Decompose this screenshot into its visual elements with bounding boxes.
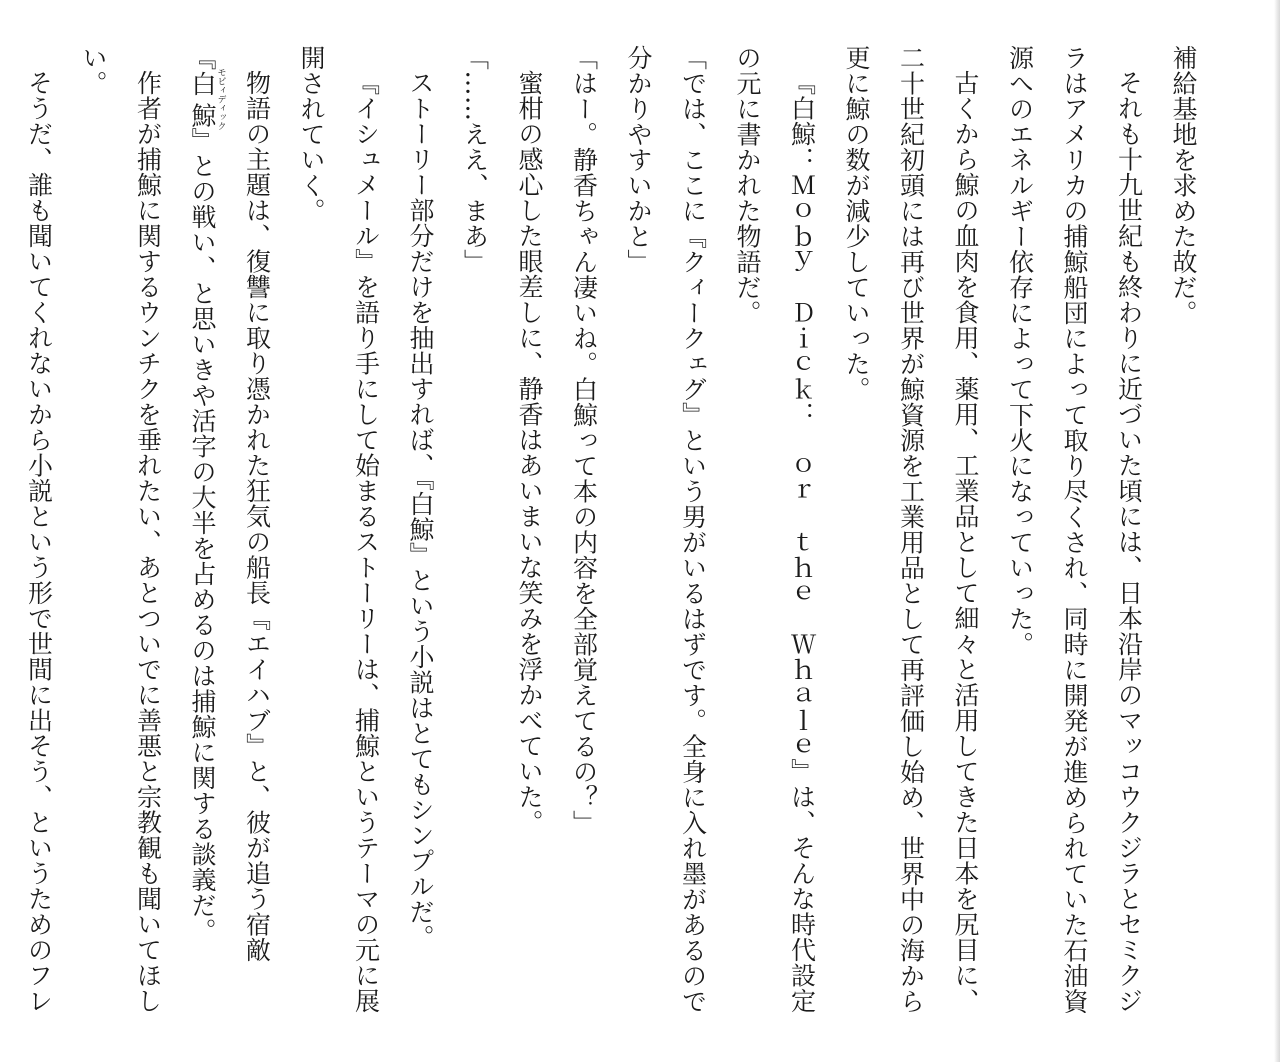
ruby-base-1: 白鯨 bbox=[188, 67, 217, 131]
paragraph-6: 「はー。静香ちゃん凄いね。白鯨って本の内容を全部覚えてるの？」 bbox=[569, 45, 599, 836]
ruby-reading-1: モビィディック bbox=[215, 67, 226, 131]
ruby-hakugei-1 bbox=[188, 67, 226, 131]
vertical-text-body bbox=[0, 45, 1210, 1035]
paragraph-11: 物語の主題は、復讐に取り憑かれた狂気の船長『エイハブ』と、彼が追う宿敵 bbox=[242, 70, 272, 963]
paragraph-14: そうだ、誰も聞いてくれないから小説という形で世間に出そう、というためのフレ bbox=[24, 70, 54, 1014]
paragraph-12 bbox=[175, 45, 230, 1035]
paragraph-1: 補給基地を求めた故だ。 bbox=[1169, 45, 1198, 326]
paragraph-7: 蜜柑の感心した眼差しに、静香はあいまいな笑みを浮かべていた。 bbox=[515, 70, 544, 835]
paragraph-13: 作者が捕鯨に関するウンチクを垂れたい、あとついでに善悪と宗教観も聞いてほしい。 bbox=[79, 45, 163, 1014]
paragraph-10: 『イシュメール』を語り手にして始まるストーリーは、捕鯨というテーマの元に展開されていく。 bbox=[297, 45, 381, 1014]
page-edge-shadow bbox=[1274, 0, 1280, 1062]
paragraph-8: 「……ええ、まあ」 bbox=[460, 45, 490, 275]
paragraph-3: 古くから鯨の血肉を食用、薬用、工業品として細々と活用してきた日本を尻目に、二十世紀初頭には再び世界が鯨資源を工業用品として再評価し始め、世界中の海から更に鯨の数が減少していった。 bbox=[842, 45, 980, 1014]
paragraph-4: 『白鯨：Ｍｏｂｙ Ｄｉｃｋ： ｏｒ ｔｈｅ Ｗｈａｌｅ』は、そんな時代設定の元に書かれた物語だ。 bbox=[733, 45, 817, 1014]
paragraph-12-after: 』との戦い、と思いきや活字の大半を占めるのは捕鯨に関する談義だ。 bbox=[188, 127, 217, 944]
paragraph-12-before: 『 bbox=[188, 45, 217, 71]
paragraph-9: ストーリー部分だけを抽出すれば、『白鯨』という小説はとてもシンプルだ。 bbox=[406, 70, 435, 950]
paragraph-2: それも十九世紀も終わりに近づいた頃には、日本沿岸のマッコウクジラとセミクジラはアメリカの捕鯨船団によって取り尽くされ、同時に開発が進められていた石油資源へのエネルギー依存によって下火になっていった。 bbox=[1005, 45, 1144, 1014]
paragraph-5: 「では、ここに『クィークェグ』という男がいるはずです。全身に入れ墨があるので分かりやすいかと」 bbox=[624, 45, 708, 1014]
